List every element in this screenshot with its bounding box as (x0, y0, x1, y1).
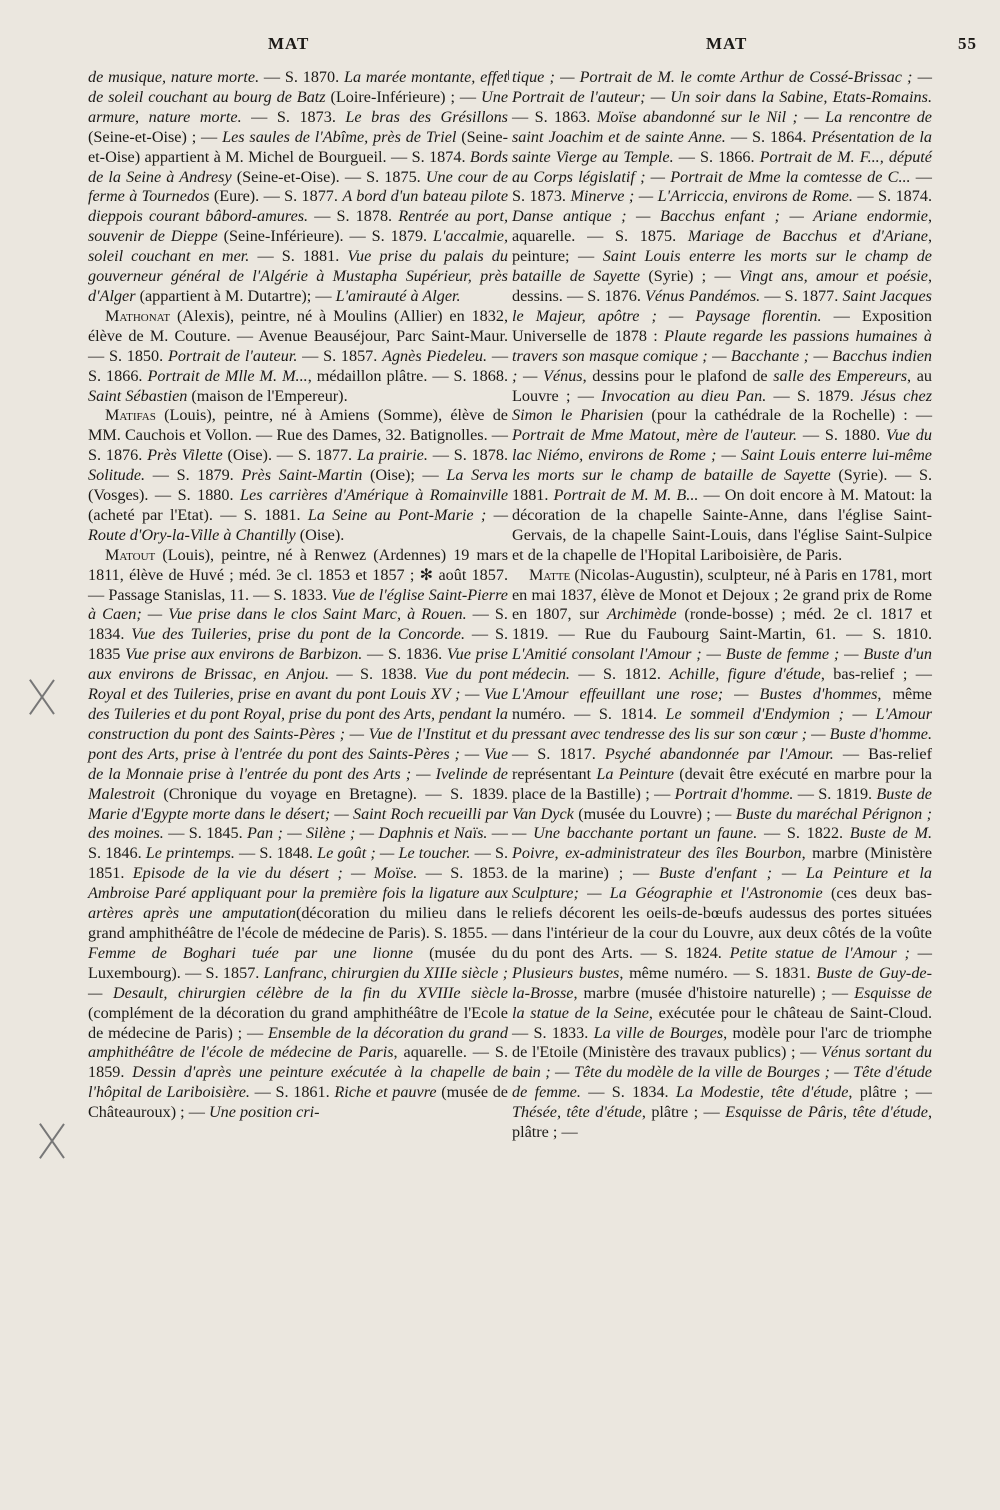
entry-text: — S. 1863. (512, 107, 597, 126)
work-title: Moïse abandonné sur le Nil ; — La rencontre de saint Joachim et de sainte Anne. (512, 107, 932, 146)
entry-text: , marbre (musée d'histoire naturelle) ; — (573, 983, 855, 1002)
work-title: Episode de la vie du désert ; — Moïse. (132, 864, 418, 883)
entry-text: — S. 1881. (249, 247, 348, 266)
work-title: La prairie. (356, 446, 428, 465)
entry-text: , marbre (Ministère de la marine) ; — (512, 844, 932, 883)
entry-text: — S. 1836. (362, 645, 447, 664)
dictionary-entry (88, 546, 508, 1123)
work-title: Petite statue de l'Amour ; — Plusieurs bustes (512, 943, 932, 982)
work-title: Portrait d'homme. (674, 784, 794, 803)
artist-name: Mathonat (105, 306, 171, 325)
entry-text: , peinture; — (512, 227, 932, 266)
entry-text: , bas-relief ; — (820, 665, 932, 684)
dictionary-entry (88, 406, 508, 545)
entry-continuation (512, 68, 932, 566)
work-title: Vénus Pandémos. (645, 286, 761, 305)
work-title: Marie d'Egypte morte dans le désert; — Saint Roch recueilli par des moines. (88, 804, 508, 843)
work-title: Buste de Guy-de-la-Brosse (512, 963, 932, 1002)
column-divider (508, 70, 509, 80)
work-title: Femme de Boghari tuée par une lionne (88, 943, 414, 962)
work-title: La Modestie, tête d'étude (675, 1083, 849, 1102)
work-title: La Serva (446, 466, 508, 485)
entry-text: , dessins pour le plafond de (582, 366, 774, 385)
entry-text: — S. 1817. (512, 744, 605, 763)
work-title: Buste d'enfant ; — La Peinture et la Sculpture; — La Géographie et l'Astronomie (512, 864, 932, 903)
entry-text: — S. 1851. (88, 844, 508, 883)
entry-text: — On doit encore à M. Matout: la décoration de la chapelle Sainte-Anne, dans l'église Saint-Gervais, de la chapelle Saint-Louis, dans l'église Saint-Sulpice et de la chapelle de l'Hopital Lariboisière, de Paris. (512, 486, 932, 564)
work-title: A bord d'un bateau pilote dieppois courant bâbord-amures. (88, 187, 509, 226)
work-title: Le printemps. (145, 844, 235, 863)
work-title: Près Vilette (147, 446, 223, 465)
work-title: Portrait de l'auteur. (167, 346, 298, 365)
entry-text: (ronde-bosse) ; méd. 2e cl. 1817 et 1819. — Rue du Faubourg Saint-Martin, 61. — S. 1810. (512, 605, 933, 644)
work-title: Une position cri- (208, 1103, 320, 1122)
work-title: Vue du lac Niémo, environs de Rome ; — Saint Louis enterre lui-même les morts sur le champ de bataille de Sayette (512, 426, 932, 485)
entry-text: (Seine-et-Oise) ; — (88, 127, 223, 146)
entry-text: (devait être exécuté en marbre pour la place de la Bastille) ; — (512, 764, 932, 803)
entry-text: (appartient à M. Dutartre); — (135, 286, 336, 305)
entry-text: — S. 1866. (673, 147, 760, 166)
work-title: Saint Sébastien (88, 386, 188, 405)
work-title: Près Saint-Martin (241, 466, 363, 485)
right-column (512, 68, 932, 1143)
dictionary-entry (512, 566, 932, 1143)
entry-text: (Seine-Inférieure). — S. 1879. (217, 227, 434, 246)
entry-text: , plâtre ; — (641, 1103, 726, 1122)
entry-text: , aquarelle. — S. 1859. (88, 1043, 508, 1082)
work-title: Mariage de Bacchus et d'Ariane (687, 227, 928, 246)
work-title: Le sommeil d'Endymion ; — L'Amour pressant avec tendresse des lis sur son cœur ; — Buste d'homme. (512, 705, 932, 743)
work-title: tique ; — Portrait de M. le comte Arthur de Cossé-Brissac ; — Portrait de l'auteur; — Un soir dans la Sabine, Etats-Romains. (512, 68, 932, 106)
work-title: de musique, nature morte. (88, 68, 260, 86)
entry-text: (Oise). (295, 525, 345, 544)
entry-text: (maison de l'Empereur). (187, 386, 348, 405)
artist-name: Matout (105, 545, 156, 564)
page-number: 55 (958, 34, 977, 53)
work-title: Dessin d'après une peinture exécutée à la chapelle de l'hôpital de Lariboisière. (88, 1063, 508, 1102)
entry-text: — S. 1822. (757, 824, 850, 843)
entry-text: — S. 1877. (760, 286, 843, 305)
work-title: Saint Louis enterre les morts sur le champ de bataille de Sayette (512, 247, 932, 286)
entry-text: , plâtre ; — (848, 1083, 932, 1102)
entry-text: — S. 1838. (329, 665, 425, 684)
entry-text: — S. 1880. (797, 426, 887, 445)
work-title: Vue prise aux environs de Brissac, en Anjou. (88, 645, 508, 684)
entry-text: (ces deux bas-reliefs décorent les oeils-de-bœufs audessus des portes situées dans l'intérieur de la cour du Louvre, aux deux côtés de la voûte du pont des Arts. — S. 1824. (512, 884, 932, 962)
entry-text: — S. 1845. (163, 824, 247, 843)
entry-text: , même numéro. — S. 1814. (512, 685, 932, 723)
work-title: Ambroise Paré appliquant pour la première fois la ligature aux artères après une amputation (88, 884, 508, 923)
work-title: Minerve ; — L'Arriccia, environs de Rome. (570, 187, 853, 206)
entry-text: — S. 1874. (852, 187, 932, 206)
work-title: Portrait de M. M. B... (553, 486, 699, 505)
work-title: Lanfranc, chirurgien du XIIIe siècle ; — Desault, chirurgien célèbre de la fin du XVIIIe siècle (88, 963, 508, 1002)
work-title: Invocation au dieu Pan. (601, 386, 767, 405)
work-title: Buste de Van Dyck (512, 784, 932, 823)
entry-text: — S. 1864. (725, 127, 812, 146)
work-title: La Peinture (596, 764, 674, 783)
entry-text: (Seine-et-Oise) appartient à M. Michel de Bourgueil. — S. 1874. (88, 127, 508, 166)
entry-text: (Loire-Inférieure) ; — (325, 87, 482, 106)
work-title: Portrait de Mlle M. M... (147, 366, 308, 385)
entry-text: , plâtre ; — (512, 1103, 932, 1142)
work-title: Psyché abandonnée par l'Amour. (604, 744, 834, 763)
left-running-title: MAT (268, 34, 310, 53)
work-title: salle des Empereurs (773, 366, 908, 385)
entry-text: (Oise); — (362, 466, 447, 485)
work-title: Agnès Piedeleu. (382, 346, 488, 365)
dictionary-entry (88, 307, 508, 407)
entry-text: — S. 1873. (241, 107, 346, 126)
work-title: La marée montante, effet de soleil couchant au bourg de Batz (88, 68, 508, 106)
work-title: Buste de M. Poivre, ex-administrateur des îles Bourbon (512, 824, 932, 863)
entry-text: — S. 1853. (417, 864, 508, 883)
entry-text: — S. 1873. (512, 167, 932, 206)
work-title: La ville de Bourges (593, 1023, 724, 1042)
entry-text: — S. 1870. (259, 68, 344, 86)
entry-text: (Louis), peintre, né à Amiens (Somme), élève de MM. Cauchois et Vollon. — Rue des Dames, 32. Batignolles. — S. 1876. (88, 406, 508, 465)
pencil-cross-mark-icon (22, 676, 62, 716)
work-title: Vue prise du palais du gouverneur général de l'Algérie à Mustapha Supérieur, près d'Alger (88, 247, 508, 305)
work-title: Solitude. (88, 466, 146, 485)
pencil-cross-mark-icon (32, 1120, 72, 1160)
entry-text: (musée de Châteauroux) ; — (88, 1083, 508, 1122)
entry-text: , aquarelle. — S. 1875. (512, 207, 932, 246)
work-title: Vue de l'église Saint-Pierre à Caen; — Vue prise dans le clos Saint Marc, à Rouen. (88, 585, 508, 624)
work-title: Vue des Tuileries, prise du pont de la Concorde. (131, 625, 466, 644)
entry-text: (pour la cathédrale de la Rochelle) : — (643, 406, 933, 425)
entry-text: (complément de la décoration du grand amphithéâtre de l'Ecole de médecine de Paris) ; — (88, 1003, 508, 1042)
entry-text: , médaillon plâtre. — S. 1868. (307, 366, 508, 385)
entry-text: — Bas-relief représentant (512, 744, 932, 783)
work-title: L'Amitié consolant l'Amour ; — Buste de femme ; — Buste d'un médecin. (512, 645, 932, 684)
entry-text: — S. 1879. (766, 386, 861, 405)
entry-text: , même numéro. — S. 1831. (619, 963, 817, 982)
entry-text: (Syrie) ; — (640, 267, 739, 286)
right-running-title: MAT (706, 34, 748, 53)
work-title: Pan ; — Silène ; — Daphnis et Naïs. (247, 824, 488, 843)
work-title: Présentation de la sainte Vierge au Temple. (512, 127, 932, 166)
entry-text: — S. 1857. (297, 346, 383, 365)
work-title: La Seine au Pont-Marie ; — Route d'Ory-la-Ville à Chantilly (88, 505, 508, 544)
entry-text: , modèle pour l'arc de triomphe de l'Etoile (Ministère des travaux publics) ; — (512, 1023, 932, 1062)
work-title: Le bras des Grésillons (345, 107, 508, 126)
artist-name: Matifas (105, 406, 156, 425)
work-title: Vénus sortant du bain ; — Tête du modèle de la ville de Bourges ; — Tête d'étude de femme. (512, 1043, 932, 1102)
entry-text: (Eure). — S. 1877. (209, 187, 343, 206)
work-title: Bords de la Seine à Andresy (88, 147, 508, 186)
work-title: Le goût ; — Le toucher. (317, 844, 471, 863)
entry-text: (Louis), peintre, né à Renwez (Ardennes) 19 mars 1811, élève de Huvé ; méd. 3e cl. 1853 et 1857 ; ✻ août 1857. — Passage Stanislas, 11. — S. 1833. (88, 545, 508, 604)
entry-text: (Alexis), peintre, né à Moulins (Allier) en 1832, élève de M. Couture. — Avenue Beauséjour, Parc Saint-Maur. — S. 1850. (88, 306, 508, 365)
entry-text: (Syrie). — S. 1881. (512, 466, 932, 505)
work-title: Esquisse de la statue de la Seine (512, 983, 932, 1022)
work-title: L'accalmie, soleil couchant en mer. (88, 227, 508, 266)
work-title: Thésée, tête d'étude (512, 1103, 642, 1122)
entry-text: — S. 1834. (88, 605, 508, 644)
left-column (88, 68, 508, 1123)
entry-text: (musée du Louvre) ; — (573, 804, 736, 823)
work-title: L'amirauté à Alger. (335, 286, 461, 305)
work-title: Vingt ans, amour et poésie (738, 267, 928, 286)
work-title: Plaute regarde les passions humaines à travers son masque comique ; — Bacchante ; — Bacchus indien ; — Vénus (512, 326, 933, 385)
entry-text: (Oise). — S. 1877. (222, 446, 357, 465)
entry-text: (Vosges). — S. 1880. (88, 486, 241, 505)
entry-text: (Seine-et-Oise). — S. 1875. (231, 167, 426, 186)
entry-continuation (88, 68, 508, 307)
entry-text: — S. 1878. (427, 446, 508, 465)
work-title: Achille, figure d'étude (669, 665, 821, 684)
entry-text: , dessins. — S. 1876. (512, 267, 932, 305)
entry-text: (Nicolas-Augustin), sculpteur, né à Paris en 1781, mort en mai 1837, élève de Monot et Dejoux ; 2e grand prix de Rome en 1807, sur (512, 565, 932, 624)
work-title: Danse antique ; — Bacchus enfant ; — Ariane endormie (512, 207, 928, 226)
entry-text: — S. 1834. (580, 1083, 676, 1102)
work-title: Archimède (607, 605, 677, 624)
work-title: Buste du maréchal Pérignon ; — Une bacchante portant un faune. (512, 804, 932, 843)
entry-text: — S. 1812. (569, 665, 670, 684)
work-title: Portrait de M. F..., député au Corps législatif ; — Portrait de Mme la comtesse de C... (512, 147, 932, 186)
entry-text: — S. 1878. (308, 207, 399, 226)
work-title: Riche et pauvre (334, 1083, 437, 1102)
entry-text: , au Louvre ; — (512, 366, 932, 405)
entry-text: (acheté par l'Etat). — S. 1881. (88, 505, 308, 524)
work-title: Les carrières d'Amérique à Romainville (240, 486, 508, 505)
work-title: Une armure, nature morte. (88, 87, 508, 126)
work-title: Une cour de ferme à Tournedos (88, 167, 509, 206)
work-title: Esquisse de Pâris, tête d'étude (725, 1103, 928, 1122)
entry-text: — S. 1848. (234, 844, 318, 863)
entry-text: — S. 1861. (249, 1083, 335, 1102)
entry-text: — Exposition Universelle de 1878 : (512, 306, 932, 345)
entry-text: (décoration du milieu dans le grand amphithéâtre de l'école de médecine de Paris). S. 1855. — (88, 904, 508, 942)
work-title: Portrait de Mme Matout, mère de l'auteur. (512, 426, 798, 445)
work-title: Saint Jacques le Majeur, apôtre ; — Paysage florentin. (512, 286, 932, 325)
work-title: L'Amour effeuillant une rose; — Bustes d'hommes (512, 685, 878, 704)
entry-text: , exécutée pour le château de Saint-Cloud. — S. 1833. (512, 1003, 932, 1042)
work-title: Vue du pont Royal et des Tuileries, prise en avant du pont Louis XV ; — Vue des Tuileries et du pont Royal, prise du pont des Arts, pendant la construction du pont des Saints-Pères ; — Vue de l'Institut et du pont des Arts, prise à l'entrée du pont des Saints-Pères ; — Vue de la Monnaie prise à l'entrée du pont des Arts ; — Ivelinde de Malestroit (88, 665, 508, 803)
work-title: Vue prise aux environs de Barbizon. (125, 645, 363, 664)
entry-text: (musée du Luxembourg). — S. 1857. (88, 943, 508, 982)
entry-text: — S. 1846. (88, 824, 508, 863)
artist-name: Matte (529, 565, 571, 584)
entry-text: (Chronique du voyage en Bretagne). — S. 1839. (154, 784, 508, 803)
entry-text: — S. 1866. (88, 346, 509, 385)
work-title: Les saules de l'Abîme, près de Triel (222, 127, 457, 146)
entry-text: — S. 1835 (88, 625, 508, 664)
entry-text: — S. 1819. (793, 784, 877, 803)
running-header (0, 34, 1000, 60)
work-title: Jésus chez Simon le Pharisien (512, 386, 932, 425)
work-title: Rentrée au port, souvenir de Dieppe (88, 207, 508, 246)
entry-text: — S. 1879. (145, 466, 242, 485)
work-title: Ensemble de la décoration du grand amphithéâtre de l'école de médecine de Paris (88, 1023, 508, 1062)
